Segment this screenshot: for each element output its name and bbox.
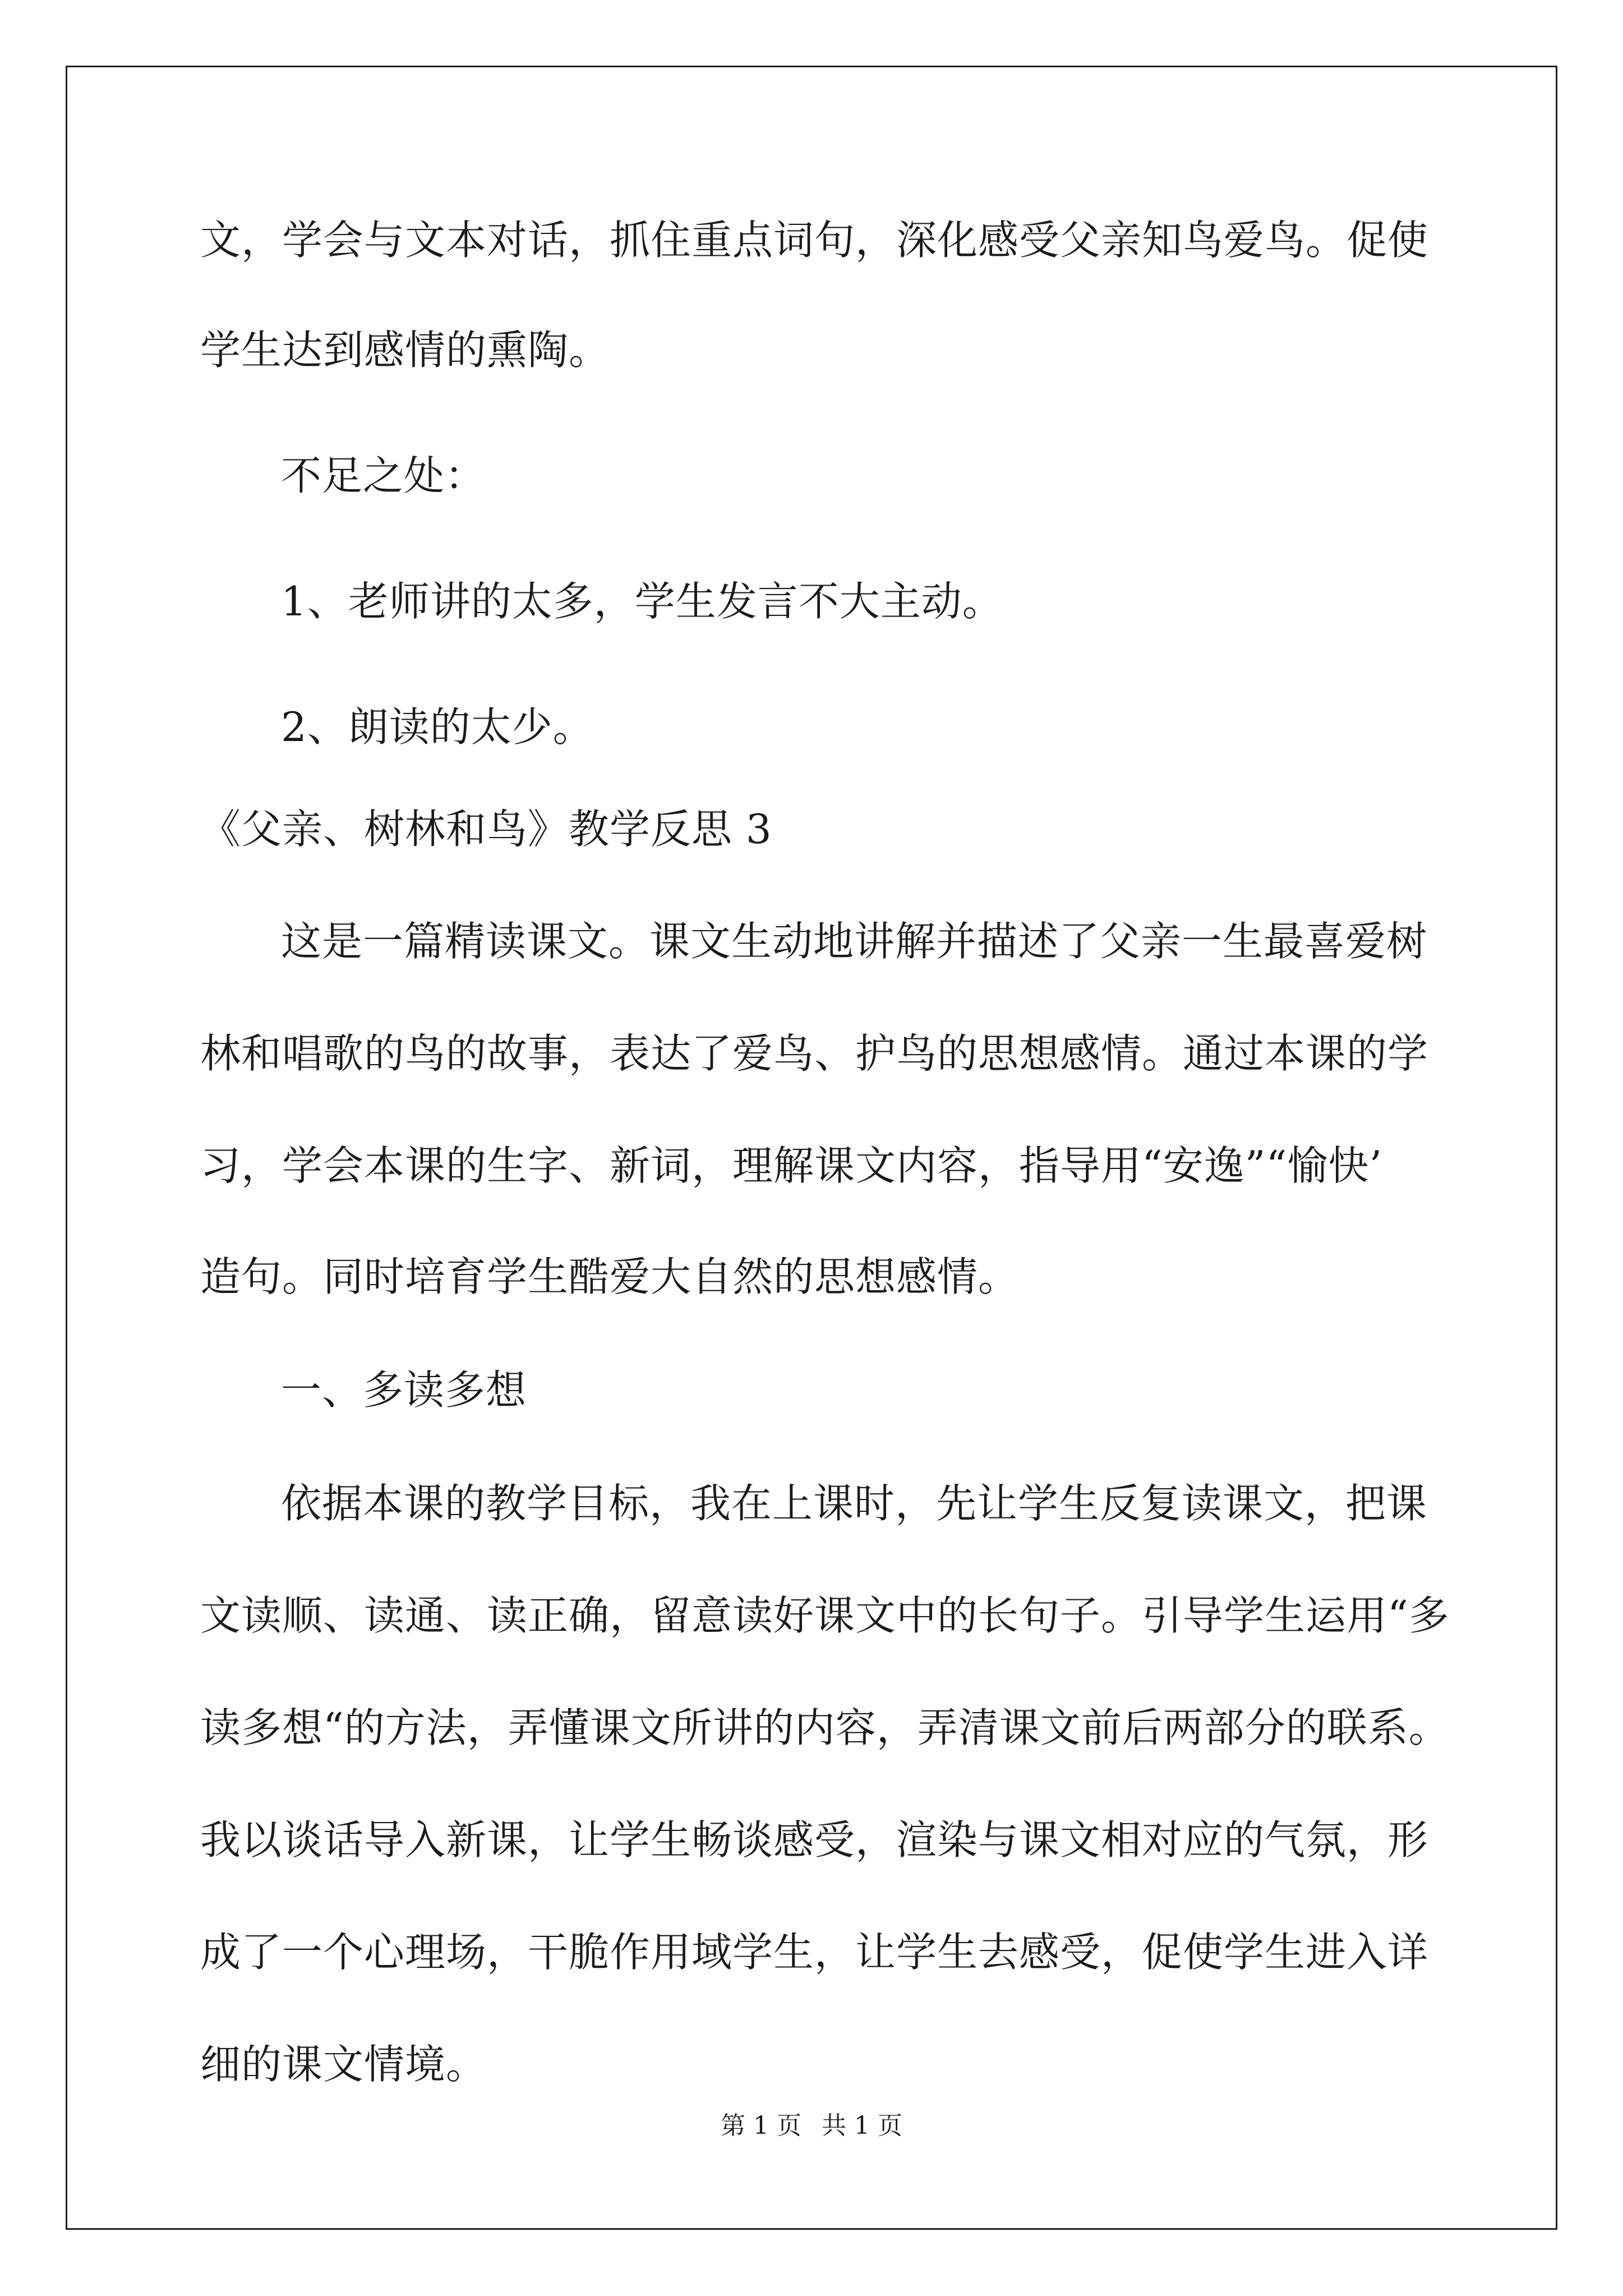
subsection-heading: 一、多读多想	[281, 1366, 527, 1414]
section-label: 不足之处：	[281, 452, 486, 499]
page-footer	[0, 2109, 1623, 2143]
paragraph-line: 这是一篇精读课文。课文生动地讲解并描述了父亲一生最喜爱树	[281, 918, 1428, 965]
paragraph-line: 成了一个心理场，干脆作用域学生，让学生去感受，促使学生进入详	[200, 1929, 1429, 1976]
paragraph-line: 文读顺、读通、读正确，留意读好课文中的长句子。引导学生运用“多	[200, 1592, 1450, 1639]
paragraph-line: 依据本课的教学目标，我在上课时，先让学生反复读课文，把课	[281, 1480, 1428, 1527]
paragraph-line: 细的课文情境。	[200, 2041, 487, 2088]
paragraph-line: 学生达到感情的熏陶。	[200, 326, 610, 374]
list-item: 2、朗读的太少。	[281, 703, 594, 751]
page-total: 共 1 页	[822, 2111, 902, 2140]
paragraph-line: 习，学会本课的生字、新词，理解课文内容，指导用“安逸”“愉快’	[200, 1142, 1383, 1189]
paragraph-line: 我以谈话导入新课，让学生畅谈感受，渲染与课文相对应的气氛，形	[200, 1816, 1429, 1864]
list-item: 1、老师讲的太多，学生发言不大主动。	[281, 578, 1003, 625]
section-heading: 《父亲、树林和鸟》教学反思 3	[200, 806, 772, 853]
paragraph-line: 林和唱歌的鸟的故事，表达了爱鸟、护鸟的思想感情。通过本课的学	[200, 1030, 1429, 1077]
page-number: 第 1 页	[721, 2111, 801, 2140]
paragraph-line: 文，学会与文本对话，抓住重点词句，深化感受父亲知鸟爱鸟。促使	[200, 217, 1429, 264]
paragraph-line: 读多想“的方法，弄懂课文所讲的内容，弄清课文前后两部分的联系。	[200, 1704, 1450, 1751]
paragraph-line: 造句。同时培育学生酷爱大自然的思想感情。	[200, 1253, 1020, 1300]
